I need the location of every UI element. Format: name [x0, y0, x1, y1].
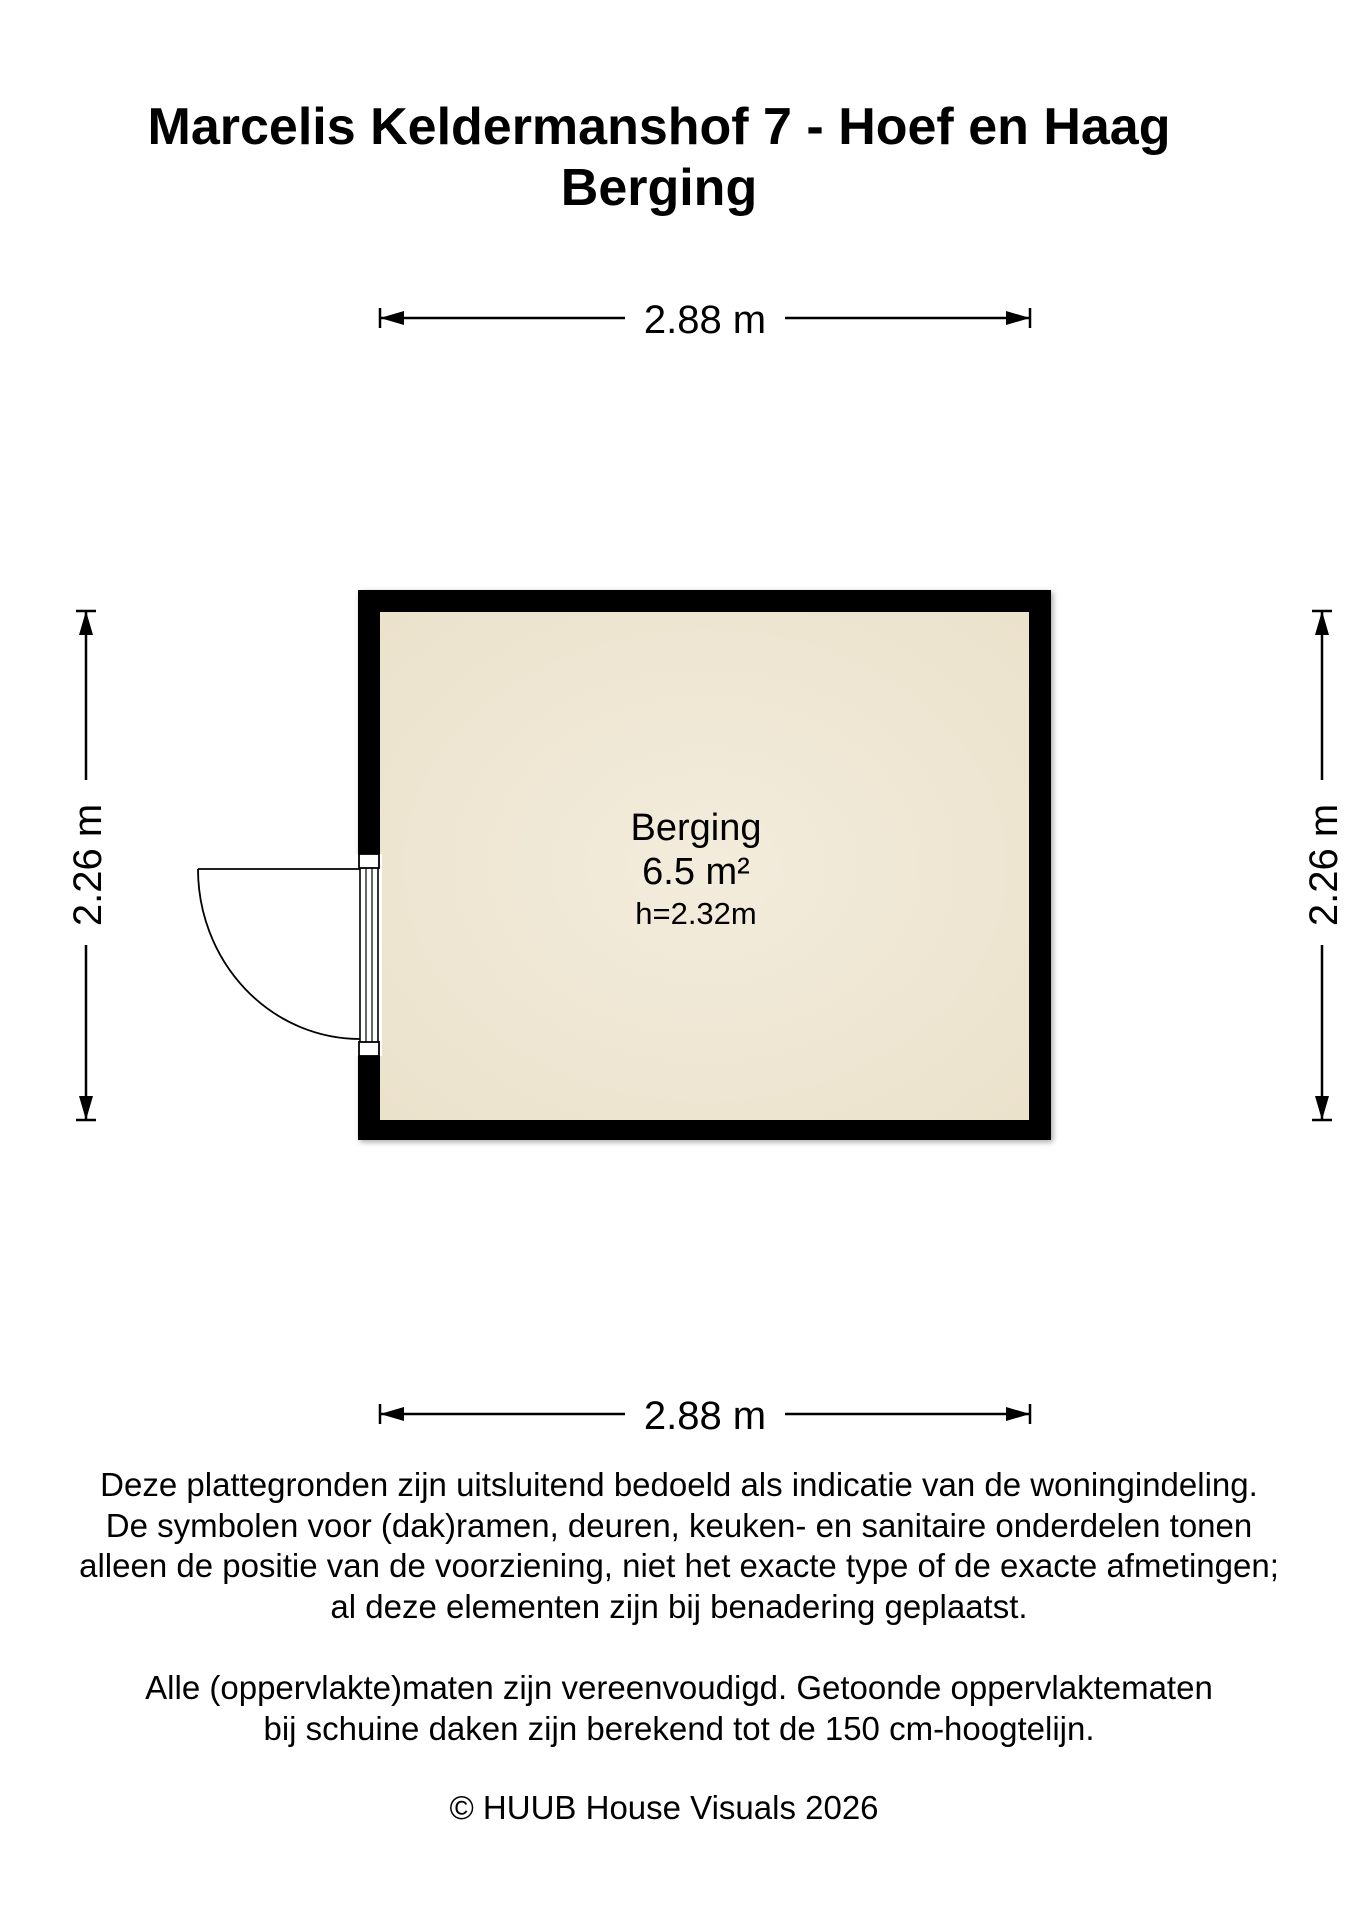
room-label — [631, 807, 762, 931]
room-name: Berging — [630, 807, 762, 849]
dimension-left — [66, 611, 110, 1120]
page-subtitle: Berging — [560, 159, 758, 217]
disclaimer-paragraph-1 — [0, 1465, 1358, 1627]
page-title: Marcelis Keldermanshof 7 - Hoef en Haag — [147, 98, 1171, 156]
room-height: h=2.32m — [635, 896, 757, 931]
copyright-text: © HUUB House Visuals 2026 — [449, 1789, 879, 1826]
disclaimer-line: Deze plattegronden zijn uitsluitend bedoeld als indicatie van de woningindeling. — [100, 1466, 1258, 1503]
dimension-bottom — [380, 1394, 1030, 1438]
dimension-top — [380, 298, 1030, 342]
dimension-right-label: 2.26 m — [1302, 803, 1346, 927]
dimension-right — [1302, 611, 1346, 1120]
door-swing-arc — [198, 869, 360, 1039]
disclaimer-paragraph-2 — [0, 1668, 1358, 1749]
room-area: 6.5 m² — [642, 851, 750, 893]
dimension-left-label: 2.26 m — [66, 803, 110, 927]
disclaimer-line: bij schuine daken zijn berekend tot de 150 cm-hoogtelijn. — [263, 1709, 1095, 1747]
dimension-bottom-label: 2.88 m — [643, 1394, 767, 1438]
disclaimer-line: alleen de positie van de voorziening, niet het exacte type of de exacte afmetingen; — [79, 1547, 1279, 1584]
disclaimer-line: De symbolen voor (dak)ramen, deuren, keuken- en sanitaire onderdelen tonen — [105, 1506, 1253, 1544]
disclaimer-line: Alle (oppervlakte)maten zijn vereenvoudigd. Getoonde oppervlaktematen — [145, 1669, 1213, 1706]
door — [198, 854, 382, 1056]
dimension-top-label: 2.88 m — [643, 298, 767, 342]
disclaimer-line: al deze elementen zijn bij benadering geplaatst. — [330, 1587, 1028, 1625]
